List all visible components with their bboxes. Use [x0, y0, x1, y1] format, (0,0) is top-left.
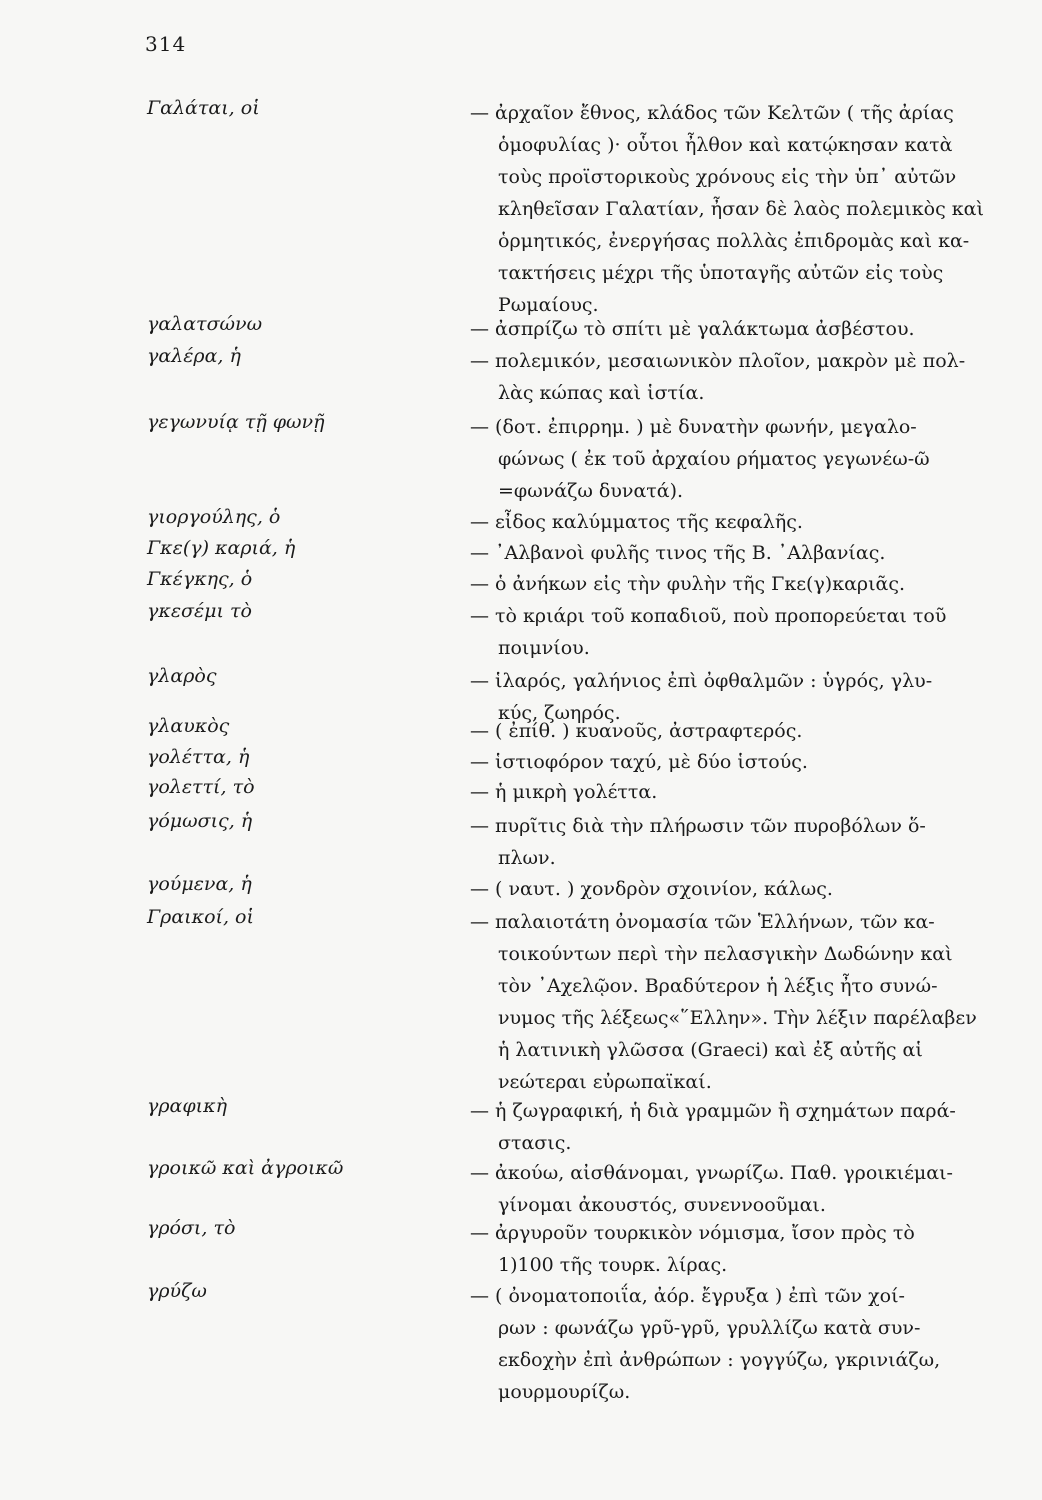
definition-line: — εἶδος καλύμματος τῆς κεφαλῆς.	[470, 511, 803, 533]
definition-line: ὁμοφυλίας )· οὗτοι ἦλθον καὶ κατῴκησαν κατὰ	[498, 134, 953, 156]
headword: γιοργούλης, ὁ	[147, 506, 281, 528]
definition-line: εκδοχὴν ἐπὶ ἀνθρώπων : γογγύζω, γκρινιάζω,	[498, 1349, 941, 1371]
definition-line: τοὺς προϊστορικοὺς χρόνους εἰς τὴν ὑπ᾽ αὐτῶν	[498, 166, 957, 188]
definition	[470, 537, 1020, 569]
definition	[470, 1217, 1020, 1281]
definition-line: — ἡ μικρὴ γολέττα.	[470, 781, 658, 803]
headword: γρόσι, τὸ	[147, 1217, 236, 1239]
definition-line: νυμος τῆς λέξεως«῞Ελλην». Τὴν λέξιν παρέλαβεν	[498, 1007, 977, 1029]
definition	[470, 411, 1020, 507]
definition-line: — τὸ κριάρι τοῦ κοπαδιοῦ, ποὺ προπορεύεται τοῦ	[470, 605, 947, 627]
definition	[470, 600, 1020, 664]
definition-line: πλων.	[498, 847, 556, 869]
definition	[470, 715, 1020, 747]
definition-line: — ( ἐπίθ. ) κυανοῦς, ἀστραφτερός.	[470, 720, 803, 742]
headword: γαλατσώνω	[147, 313, 263, 335]
headword: Γκέγκης, ὁ	[147, 568, 253, 590]
definition-line: — ( ὀνοματοποιΐα, ἀόρ. ἔγρυξα ) ἐπὶ τῶν χοί-	[470, 1285, 905, 1307]
definition	[470, 1157, 1020, 1221]
definition	[470, 97, 1020, 321]
definition-line: μουρμουρίζω.	[498, 1381, 631, 1403]
definition	[470, 1280, 1020, 1408]
definition	[470, 1095, 1020, 1159]
definition-line: φώνως ( ἐκ τοῦ ἀρχαίου ρήματος γεγωνέω-ῶ	[498, 448, 930, 470]
definition-line: στασις.	[498, 1132, 572, 1154]
definition-line: — παλαιοτάτη ὀνομασία τῶν Ἑλλήνων, τῶν κα-	[470, 911, 935, 933]
headword: γούμενα, ἡ	[147, 873, 252, 895]
definition-line: — ἱλαρός, γαλήνιος ἐπὶ ὀφθαλμῶν : ὑγρός, γλυ-	[470, 670, 933, 692]
headword: γολεττί, τὸ	[147, 776, 255, 798]
page-number: 314	[145, 32, 187, 56]
headword: γκεσέμι τὸ	[147, 600, 252, 622]
definition	[470, 810, 1020, 874]
headword: γλαρὸς	[147, 665, 217, 687]
definition	[470, 776, 1020, 808]
definition	[470, 313, 1020, 345]
definition-line: τακτήσεις μέχρι τῆς ὑποταγῆς αὐτῶν εἰς τοὺς	[498, 262, 944, 284]
definition-line: — ἡ ζωγραφική, ἡ διὰ γραμμῶν ἢ σχημάτων παρά-	[470, 1100, 956, 1122]
definition-line: κληθεῖσαν Γαλατίαν, ἦσαν δὲ λαὸς πολεμικὸς καὶ	[498, 198, 984, 220]
definition-line: ποιμνίου.	[498, 637, 590, 659]
definition-line: λὰς κώπας καὶ ἱστία.	[498, 382, 705, 404]
definition	[470, 873, 1020, 905]
definition	[470, 568, 1020, 600]
definition	[470, 746, 1020, 778]
definition-line: ρων : φωνάζω γρῦ-γρῦ, γρυλλίζω κατὰ συν-	[498, 1317, 921, 1339]
headword: γεγωνυίᾳ τῇ φωνῇ	[147, 411, 325, 433]
headword: Γκε(γ) καριά, ἡ	[147, 537, 296, 559]
definition-line: — ἀσπρίζω τὸ σπίτι μὲ γαλάκτωμα ἀσβέστου.	[470, 318, 915, 340]
headword: Γαλάται, οἱ	[147, 97, 260, 119]
definition-line: 1)100 τῆς τουρκ. λίρας.	[498, 1254, 728, 1276]
definition-line: =φωνάζω δυνατά).	[498, 480, 684, 502]
headword: γροικῶ καὶ ἀγροικῶ	[147, 1157, 344, 1179]
definition-line: — ἀκούω, αἰσθάνομαι, γνωρίζω. Παθ. γροικιέμαι-	[470, 1162, 953, 1184]
definition-line: τὸν ᾿Αχελῷον. Βραδύτερον ἡ λέξις ἦτο συνώ-	[498, 975, 938, 997]
definition-line: κύς, ζωηρός.	[498, 702, 621, 724]
definition-line: νεώτεραι εὐρωπαϊκαί.	[498, 1071, 712, 1093]
definition-line: Ρωμαίους.	[498, 294, 599, 316]
definition-line: ὁρμητικός, ἐνεργήσας πολλὰς ἐπιδρομὰς καὶ κα-	[498, 230, 970, 252]
definition-line: — ( ναυτ. ) χονδρὸν σχοινίον, κάλως.	[470, 878, 833, 900]
definition-line: — ἀργυροῦν τουρκικὸν νόμισμα, ἴσον πρὸς τὸ	[470, 1222, 915, 1244]
definition-line: — ὁ ἀνήκων εἰς τὴν φυλὴν τῆς Γκε(γ)καριᾶς.	[470, 573, 906, 595]
headword: γρύζω	[147, 1280, 207, 1302]
definition-line: γίνομαι ἀκουστός, συνεννοοῦμαι.	[498, 1194, 826, 1216]
definition	[470, 345, 1020, 409]
definition-line: — ἱστιοφόρον ταχύ, μὲ δύο ἱστούς.	[470, 751, 808, 773]
headword: γαλέρα, ἡ	[147, 345, 241, 367]
definition-line: — ᾿Αλβανοὶ φυλῆς τινος τῆς Β. ᾿Αλβανίας.	[470, 542, 886, 564]
headword: γλαυκὸς	[147, 715, 230, 737]
definition-line: — πολεμικόν, μεσαιωνικὸν πλοῖον, μακρὸν μὲ πολ-	[470, 350, 966, 372]
definition	[470, 906, 1020, 1098]
headword: γόμωσις, ἡ	[147, 810, 253, 832]
headword: γραφικὴ	[147, 1095, 227, 1117]
definition-line: — πυρῖτις διὰ τὴν πλήρωσιν τῶν πυροβόλων ὅ-	[470, 815, 926, 837]
definition-line: — ἀρχαῖον ἔθνος, κλάδος τῶν Κελτῶν ( τῆς ἀρίας	[470, 102, 954, 124]
definition-line: — (δοτ. ἐπιρρημ. ) μὲ δυνατὴν φωνήν, μεγαλο-	[470, 416, 917, 438]
headword: γολέττα, ἡ	[147, 746, 250, 768]
definition	[470, 506, 1020, 538]
headword: Γραικοί, οἱ	[147, 906, 254, 928]
definition-line: τοικούντων περὶ τὴν πελασγικὴν Δωδώνην καὶ	[498, 943, 953, 965]
definition-line: ἡ λατινικὴ γλῶσσα (Graeci) καὶ ἐξ αὐτῆς αἱ	[498, 1039, 923, 1061]
